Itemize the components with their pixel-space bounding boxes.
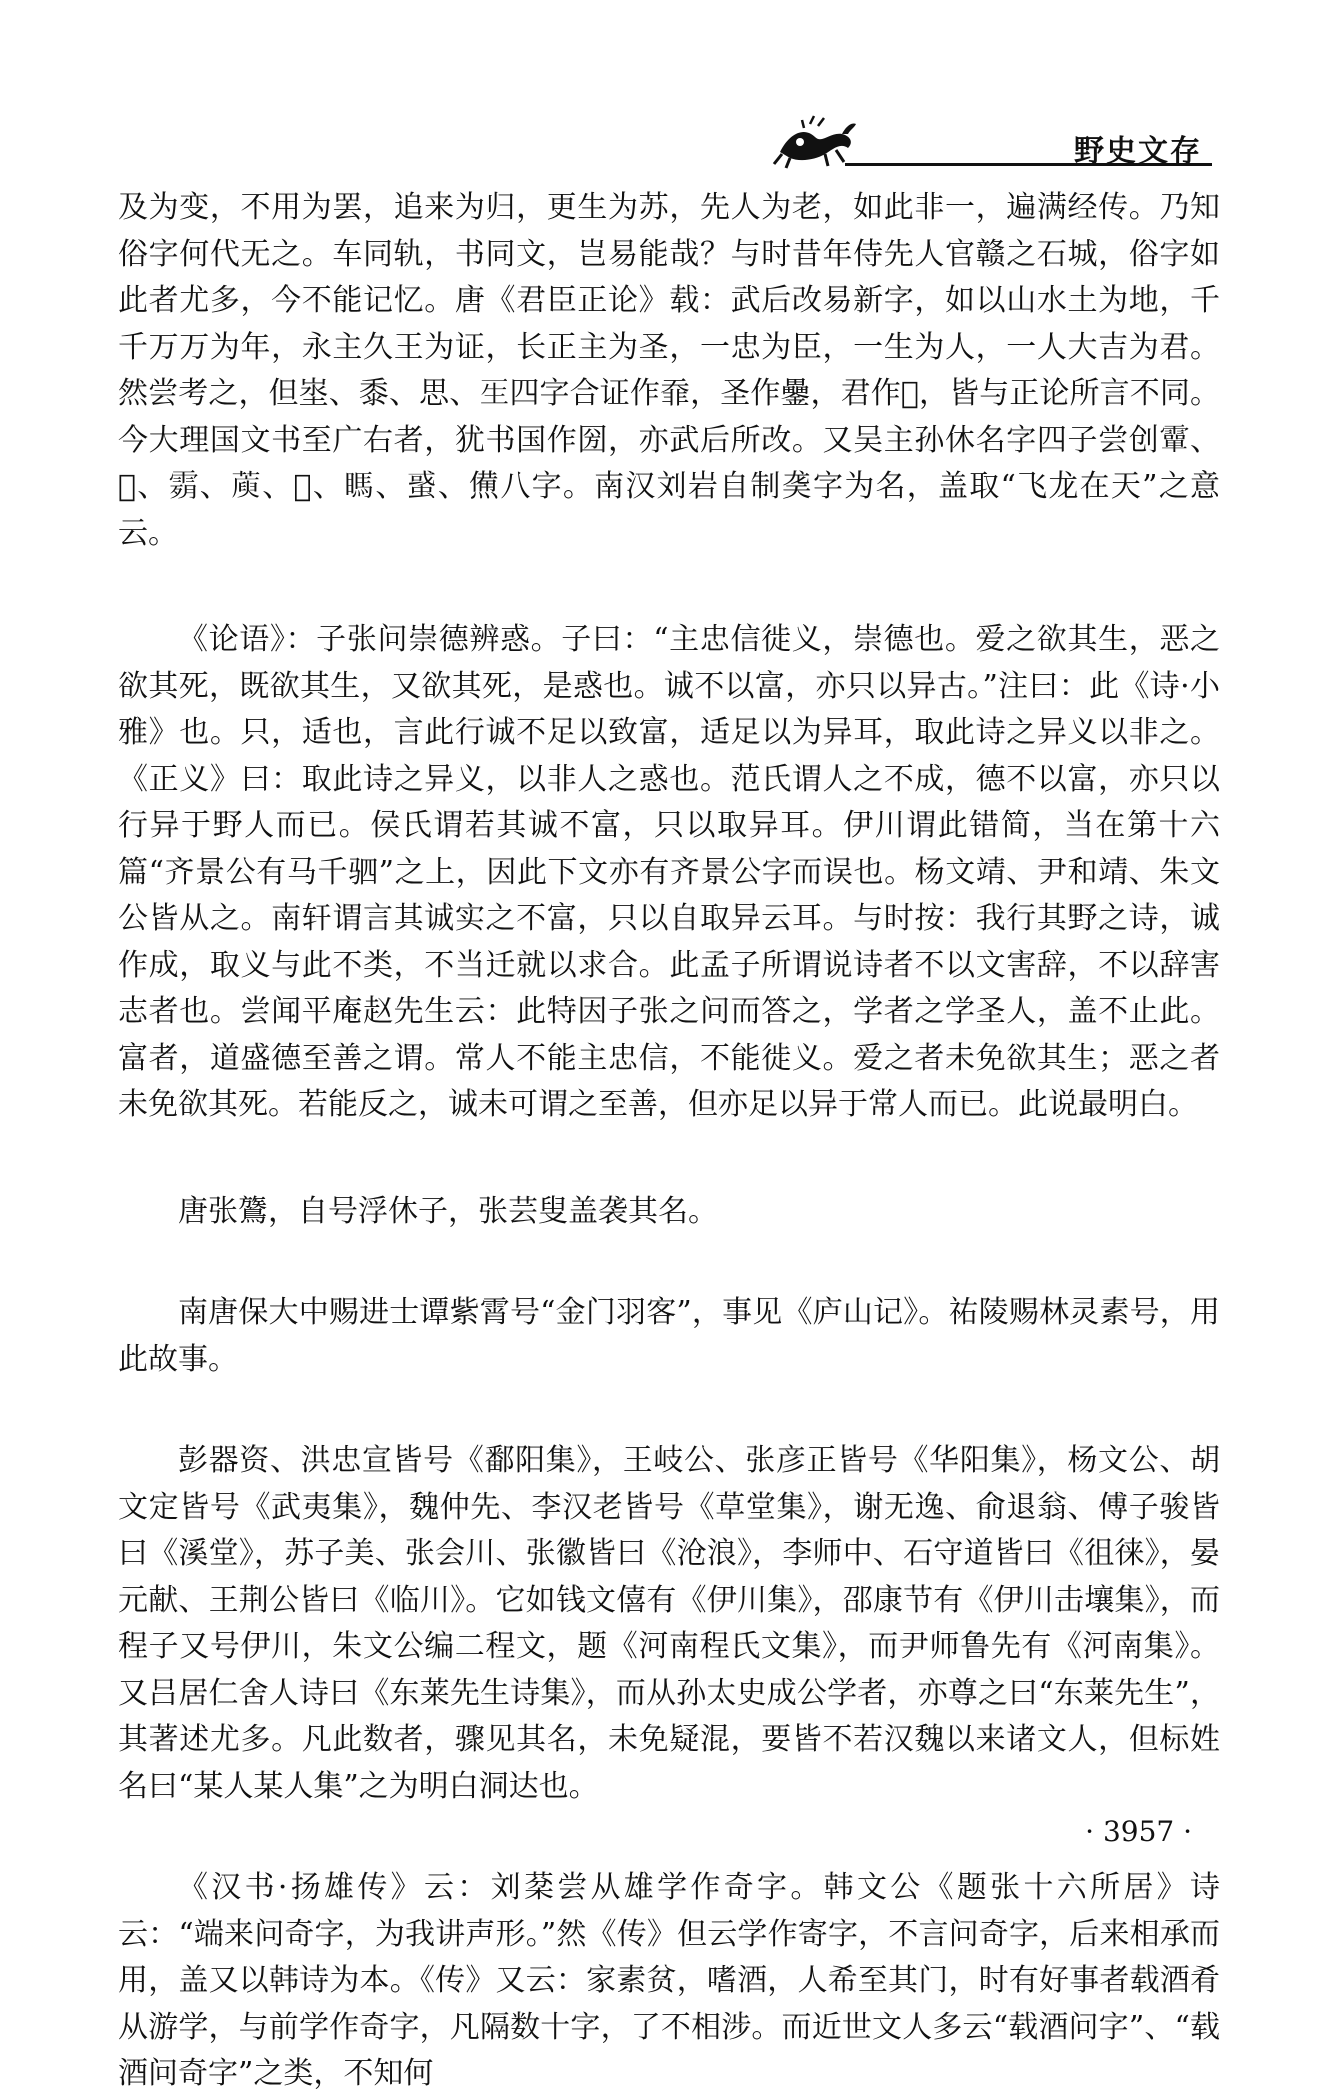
paragraph: 及为变，不用为罢，追来为归，更生为苏，先人为老，如此非一，遍满经传。乃知俗字何代无之。车同轨，书同文，岂易能哉？与时昔年侍先人官赣之石城，俗字如此者尤多，今不能记忆。唐《君臣正论》载：武后改易新字，如以山水土为地，千千万万为年，永主久王为证，长正主为圣，一忠为臣，一生为人，一人大吉为君。然尝考之，但埊、黍、思、𤯔四字合证作䨿，圣作𨯔，君作𠁈，皆与正论所言不同。今大理国文书至广右者，犹书国作圀，亦武后所改。又吴主孙休名字四子尝创𩅦、𠷬、𩃴、𦺮、𧶁、𥉊、𧌒、㷶八字。南汉刘岩自制䶮字为名，盖取“飞龙在天”之意云。 [118, 190, 1220, 551]
paragraph: 《论语》：子张问崇德辨惑。子曰：“主忠信徙义，崇德也。爱之欲其生，恶之欲其死，既欲其生，又欲其死，是惑也。诚不以富，亦只以异古。”注曰：此《诗·小雅》也。只，适也，言此行诚不足以致富，适足以为异耳，取此诗之异义以非之。《正义》曰：取此诗之异义，以非人之惑也。范氏谓人之不成，德不以富，亦只以行异于野人而已。侯氏谓若其诚不富，只以取异耳。伊川谓此错简，当在第十六篇“齐景公有马千驷”之上，因此下文亦有齐景公字而误也。杨文靖、尹和靖、朱文公皆从之。南轩谓言其诚实之不富，只以自取异云耳。与时按：我行其野之诗，诚作成，取义与此不类，不当迁就以求合。此孟子所谓说诗者不以文害辞，不以辞害志者也。尝闻平庵赵先生云：此特因子张之问而答之，学者之学圣人，盖不止此。富者，道盛德至善之谓。常人不能主忠信，不能徙义。爱之者未免欲其生；恶之者未免欲其死。若能反之，诚未可谓之至善，但亦足以异于常人而已。此说最明白。 [118, 622, 1220, 1122]
page-number: · 3957 · [1085, 1815, 1192, 1848]
header-rule [845, 163, 1212, 166]
paragraph: 彭器资、洪忠宣皆号《鄱阳集》，王岐公、张彦正皆号《华阳集》，杨文公、胡文定皆号《武夷集》，魏仲先、李汉老皆号《草堂集》，谢无逸、俞退翁、傅子骏皆曰《溪堂》，苏子美、张会川、张徽皆曰《沧浪》，李师中、石守道皆曰《徂徕》，晏元献、王荆公皆曰《临川》。它如钱文僖有《伊川集》，邵康节有《伊川击壤集》，而程子又号伊川，朱文公编二程文，题《河南程氏文集》，而尹师鲁先有《河南集》。又吕居仁舍人诗曰《东莱先生诗集》，而从孙太史成公学者，亦尊之曰“东莱先生”，其著述尤多。凡此数者，骤见其名，未免疑混，要皆不若汉魏以来诸文人，但标姓名曰“某人某人集”之为明白洞达也。 [118, 1443, 1220, 1804]
paragraph: 《汉书·扬雄传》云：刘棻尝从雄学作奇字。韩文公《题张十六所居》诗云：“端来问奇字，为我讲声形。”然《传》但云学作寄字，不言问奇字，后来相承而用，盖又以韩诗为本。《传》又云：家素贫，嗜酒，人希至其门，时有好事者载酒肴从游学，与前学作奇字，凡隔数十字，了不相涉。而近世文人多云“载酒问字”、“载酒问奇字”之类，不知何 [118, 1870, 1220, 2091]
series-title: 野史文存 [1074, 134, 1202, 169]
running-header [0, 0, 1322, 169]
paragraph: 南唐保大中赐进士谭紫霄号“金门羽客”，事见《庐山记》。祐陵赐林灵素号，用此故事。 [118, 1295, 1220, 1377]
paragraph: 唐张鷟，自号浮休子，张芸叟盖袭其名。 [178, 1193, 718, 1229]
main-text [118, 185, 1220, 2098]
